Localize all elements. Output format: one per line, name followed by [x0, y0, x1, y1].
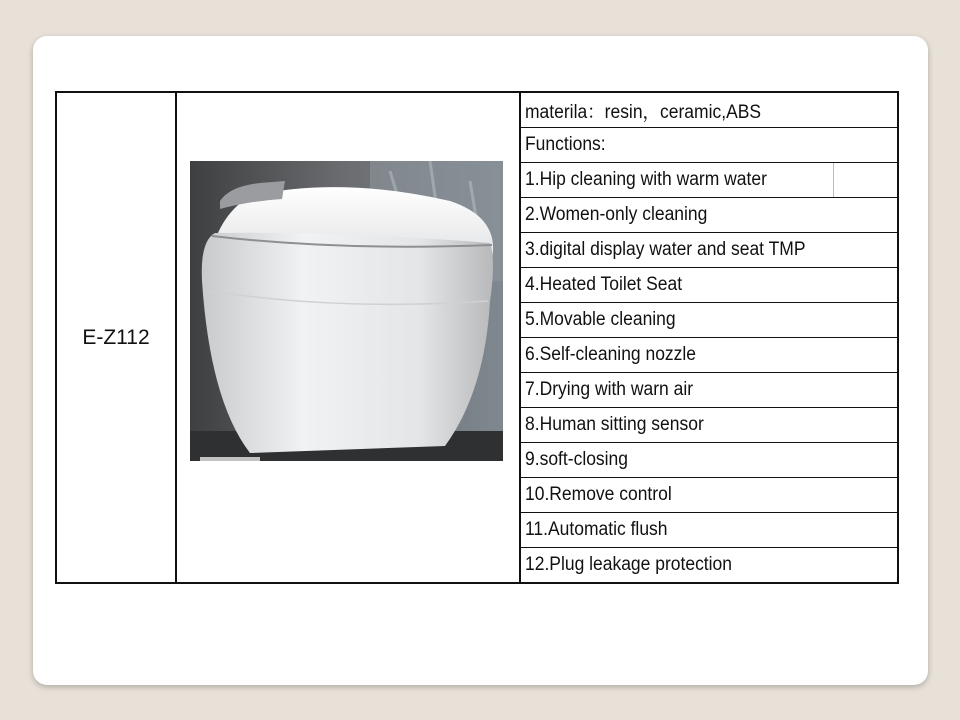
model-number: E-Z112: [82, 325, 150, 349]
spec-row: 5.Movable cleaning: [520, 303, 898, 338]
spec-row: 11.Automatic flush: [520, 513, 898, 548]
spec-row: 3.digital display water and seat TMP: [520, 233, 898, 268]
toilet-image: [190, 161, 503, 461]
product-photo: [190, 161, 503, 461]
spec-row: materila：resin，ceramic,ABS: [520, 92, 898, 128]
spec-row: 8.Human sitting sensor: [520, 408, 898, 443]
spec-row: 4.Heated Toilet Seat: [520, 268, 898, 303]
spec-row: 7.Drying with warn air: [520, 373, 898, 408]
spec-row: 9.soft-closing: [520, 443, 898, 478]
product-spec-table: [55, 91, 899, 584]
spec-row: Functions:: [520, 128, 898, 163]
spec-row: 12.Plug leakage protection: [520, 548, 898, 584]
spec-row: 1.Hip cleaning with warm water: [520, 163, 898, 198]
spec-row: 2.Women-only cleaning: [520, 198, 898, 233]
model-cell: [56, 92, 176, 583]
spec-row: 6.Self-cleaning nozzle: [520, 338, 898, 373]
image-cell: [176, 92, 520, 583]
spec-row: 10.Remove control: [520, 478, 898, 513]
